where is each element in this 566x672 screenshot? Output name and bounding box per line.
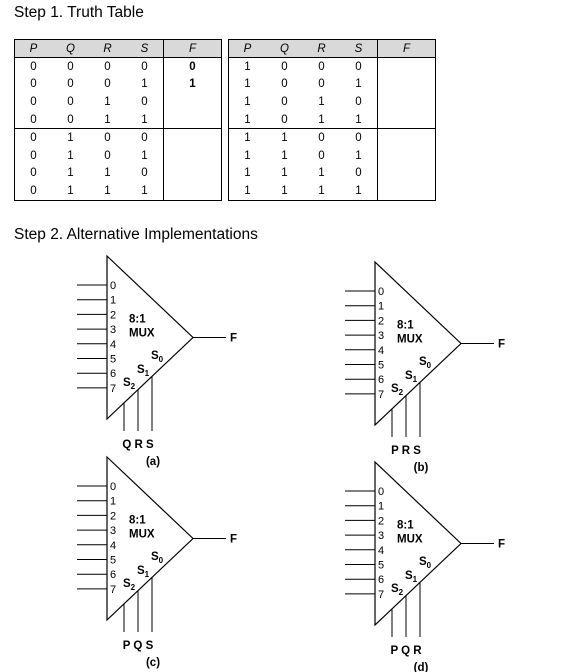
cell-q: 1 [52,129,89,147]
output-label: F [230,533,238,546]
cell-s: 0 [141,167,148,180]
mux-label-line1: 8:1 [129,313,146,326]
select-label-s0: $S_0$ [151,350,164,364]
input-label-0: 0 [110,481,117,493]
select-label-s1: $S_1$ [137,565,150,579]
diagram-caption: (c) [145,657,161,669]
cell-q: 1 [266,129,303,147]
cell-p: 0 [15,165,53,183]
select-variables: Q R S [122,439,154,451]
mux-diagram-c [77,457,237,669]
cell-r: 0 [104,78,111,91]
cell-p: 0 [15,93,53,111]
input-label-5: 5 [378,559,385,572]
mux-label-line1: 8:1 [397,519,414,532]
cell-s: 1 [141,78,148,91]
output-label: F [498,538,506,551]
cell-p: 0 [15,111,53,129]
header-q: Q [52,40,89,58]
input-label-4: 4 [110,338,117,351]
cell-q: 1 [67,149,74,162]
select-label-s2: $S_2$ [391,583,404,597]
select-label-s1: $S_1$ [405,570,418,584]
cell-p: 0 [15,58,53,76]
cell-q: 1 [67,167,74,180]
select-label-s0: $S_0$ [419,556,432,570]
input-label-5: 5 [110,353,117,366]
mux-label-line1: 8:1 [129,514,146,527]
select-variables: P Q R [390,645,422,657]
cell-s: 1 [141,149,148,162]
cell-q: 1 [266,182,303,200]
mux-label-line2: MUX [397,533,423,546]
input-label-4: 4 [378,344,385,357]
header-r: R [89,40,126,58]
cell-r: 1 [89,111,126,129]
cell-s: 0 [340,129,378,147]
cell-q: 0 [281,60,288,73]
input-label-0: 0 [110,280,117,292]
select-label-s2: $S_2$ [123,377,136,391]
cell-f: 1 [164,76,222,94]
header-p: P [229,40,267,58]
input-label-7: 7 [378,588,385,601]
cell-s: 1 [340,182,378,200]
select-label-s0: $S_0$ [151,551,164,565]
input-label-4: 4 [378,544,385,557]
cell-q: 1 [52,182,89,200]
input-label-6: 6 [378,574,385,587]
input-label-1: 1 [110,495,117,508]
cell-q: 0 [67,78,74,91]
cell-r: 1 [303,182,340,200]
cell-p: 0 [15,129,53,147]
cell-p: 1 [229,165,267,183]
cell-p: 0 [15,182,53,200]
input-label-6: 6 [110,569,117,582]
header-s: S [126,40,164,58]
input-label-1: 1 [378,500,385,513]
cell-s: 1 [355,78,362,91]
cell-p: 1 [229,182,267,200]
cell-s: 0 [141,60,148,73]
input-label-3: 3 [378,530,385,543]
input-label-7: 7 [110,583,117,596]
cell-s: 1 [126,111,164,129]
input-label-2: 2 [110,510,117,523]
input-label-3: 3 [110,324,117,337]
input-label-2: 2 [378,315,385,328]
mux-diagram-b [345,262,505,474]
cell-q: 0 [266,111,303,129]
cell-p: 1 [229,58,267,76]
input-label-7: 7 [110,382,117,395]
cell-s: 1 [340,111,378,129]
input-label-4: 4 [110,539,117,552]
input-label-0: 0 [378,286,385,298]
cell-s: 0 [141,95,148,108]
diagram-caption: (d) [413,662,429,672]
header-f: F [164,40,222,58]
cell-s: 1 [355,149,362,162]
cell-r: 1 [303,111,340,129]
input-label-6: 6 [110,368,117,381]
cell-r: 0 [318,78,325,91]
output-label: F [230,332,238,345]
input-label-5: 5 [110,554,117,567]
select-label-s2: $S_2$ [391,383,404,397]
step2-title: Step 2. Alternative Implementations [14,226,258,243]
cell-r: 1 [318,167,325,180]
mux-diagram-d [345,462,505,672]
select-variables: P Q S [122,640,154,652]
mux-label-line2: MUX [397,333,423,346]
input-label-7: 7 [378,388,385,401]
mux-label-line2: MUX [129,327,155,340]
cell-q: 0 [67,60,74,73]
input-label-2: 2 [378,515,385,528]
select-variables: P R S [391,445,421,457]
cell-r: 1 [104,95,111,108]
cell-r: 1 [89,182,126,200]
mux-diagram-a [77,256,237,468]
cell-r: 0 [89,129,126,147]
cell-p: 1 [229,76,267,94]
select-label-s0: $S_0$ [419,356,432,370]
select-label-s1: $S_1$ [137,364,150,378]
cell-p: 1 [229,147,267,165]
header-r: R [303,40,340,58]
cell-q: 0 [52,111,89,129]
input-label-0: 0 [378,486,385,498]
cell-s: 0 [355,60,362,73]
header-q: Q [266,40,303,58]
mux-label-line1: 8:1 [397,319,414,332]
input-label-1: 1 [110,294,117,307]
cell-r: 1 [104,167,111,180]
input-label-3: 3 [110,525,117,538]
cell-q: 1 [281,167,288,180]
cell-p: 1 [229,111,267,129]
header-p: P [15,40,53,58]
input-label-6: 6 [378,374,385,387]
cell-r: 1 [318,95,325,108]
mux-label-line2: MUX [129,528,155,541]
cell-f: 0 [164,58,222,76]
input-label-2: 2 [110,309,117,322]
output-label: F [498,338,506,351]
cell-p: 1 [229,129,267,147]
cell-s: 0 [355,95,362,108]
cell-r: 0 [318,149,325,162]
cell-p: 1 [229,93,267,111]
cell-q: 1 [281,149,288,162]
cell-r: 0 [104,149,111,162]
select-label-s2: $S_2$ [123,578,136,592]
cell-q: 0 [67,95,74,108]
cell-s: 1 [126,182,164,200]
cell-p: 0 [15,76,53,94]
input-label-3: 3 [378,330,385,343]
cell-r: 0 [104,60,111,73]
cell-q: 0 [281,95,288,108]
header-s: S [340,40,378,58]
input-label-5: 5 [378,359,385,372]
cell-s: 0 [126,129,164,147]
header-f: F [378,40,436,58]
cell-s: 0 [355,167,362,180]
cell-p: 0 [15,147,53,165]
input-label-1: 1 [378,300,385,313]
diagram-caption: (b) [413,462,429,474]
cell-q: 0 [281,78,288,91]
cell-r: 0 [303,129,340,147]
diagram-caption: (a) [145,456,161,468]
step1-title: Step 1. Truth Table [14,4,144,21]
cell-r: 0 [318,60,325,73]
select-label-s1: $S_1$ [405,370,418,384]
